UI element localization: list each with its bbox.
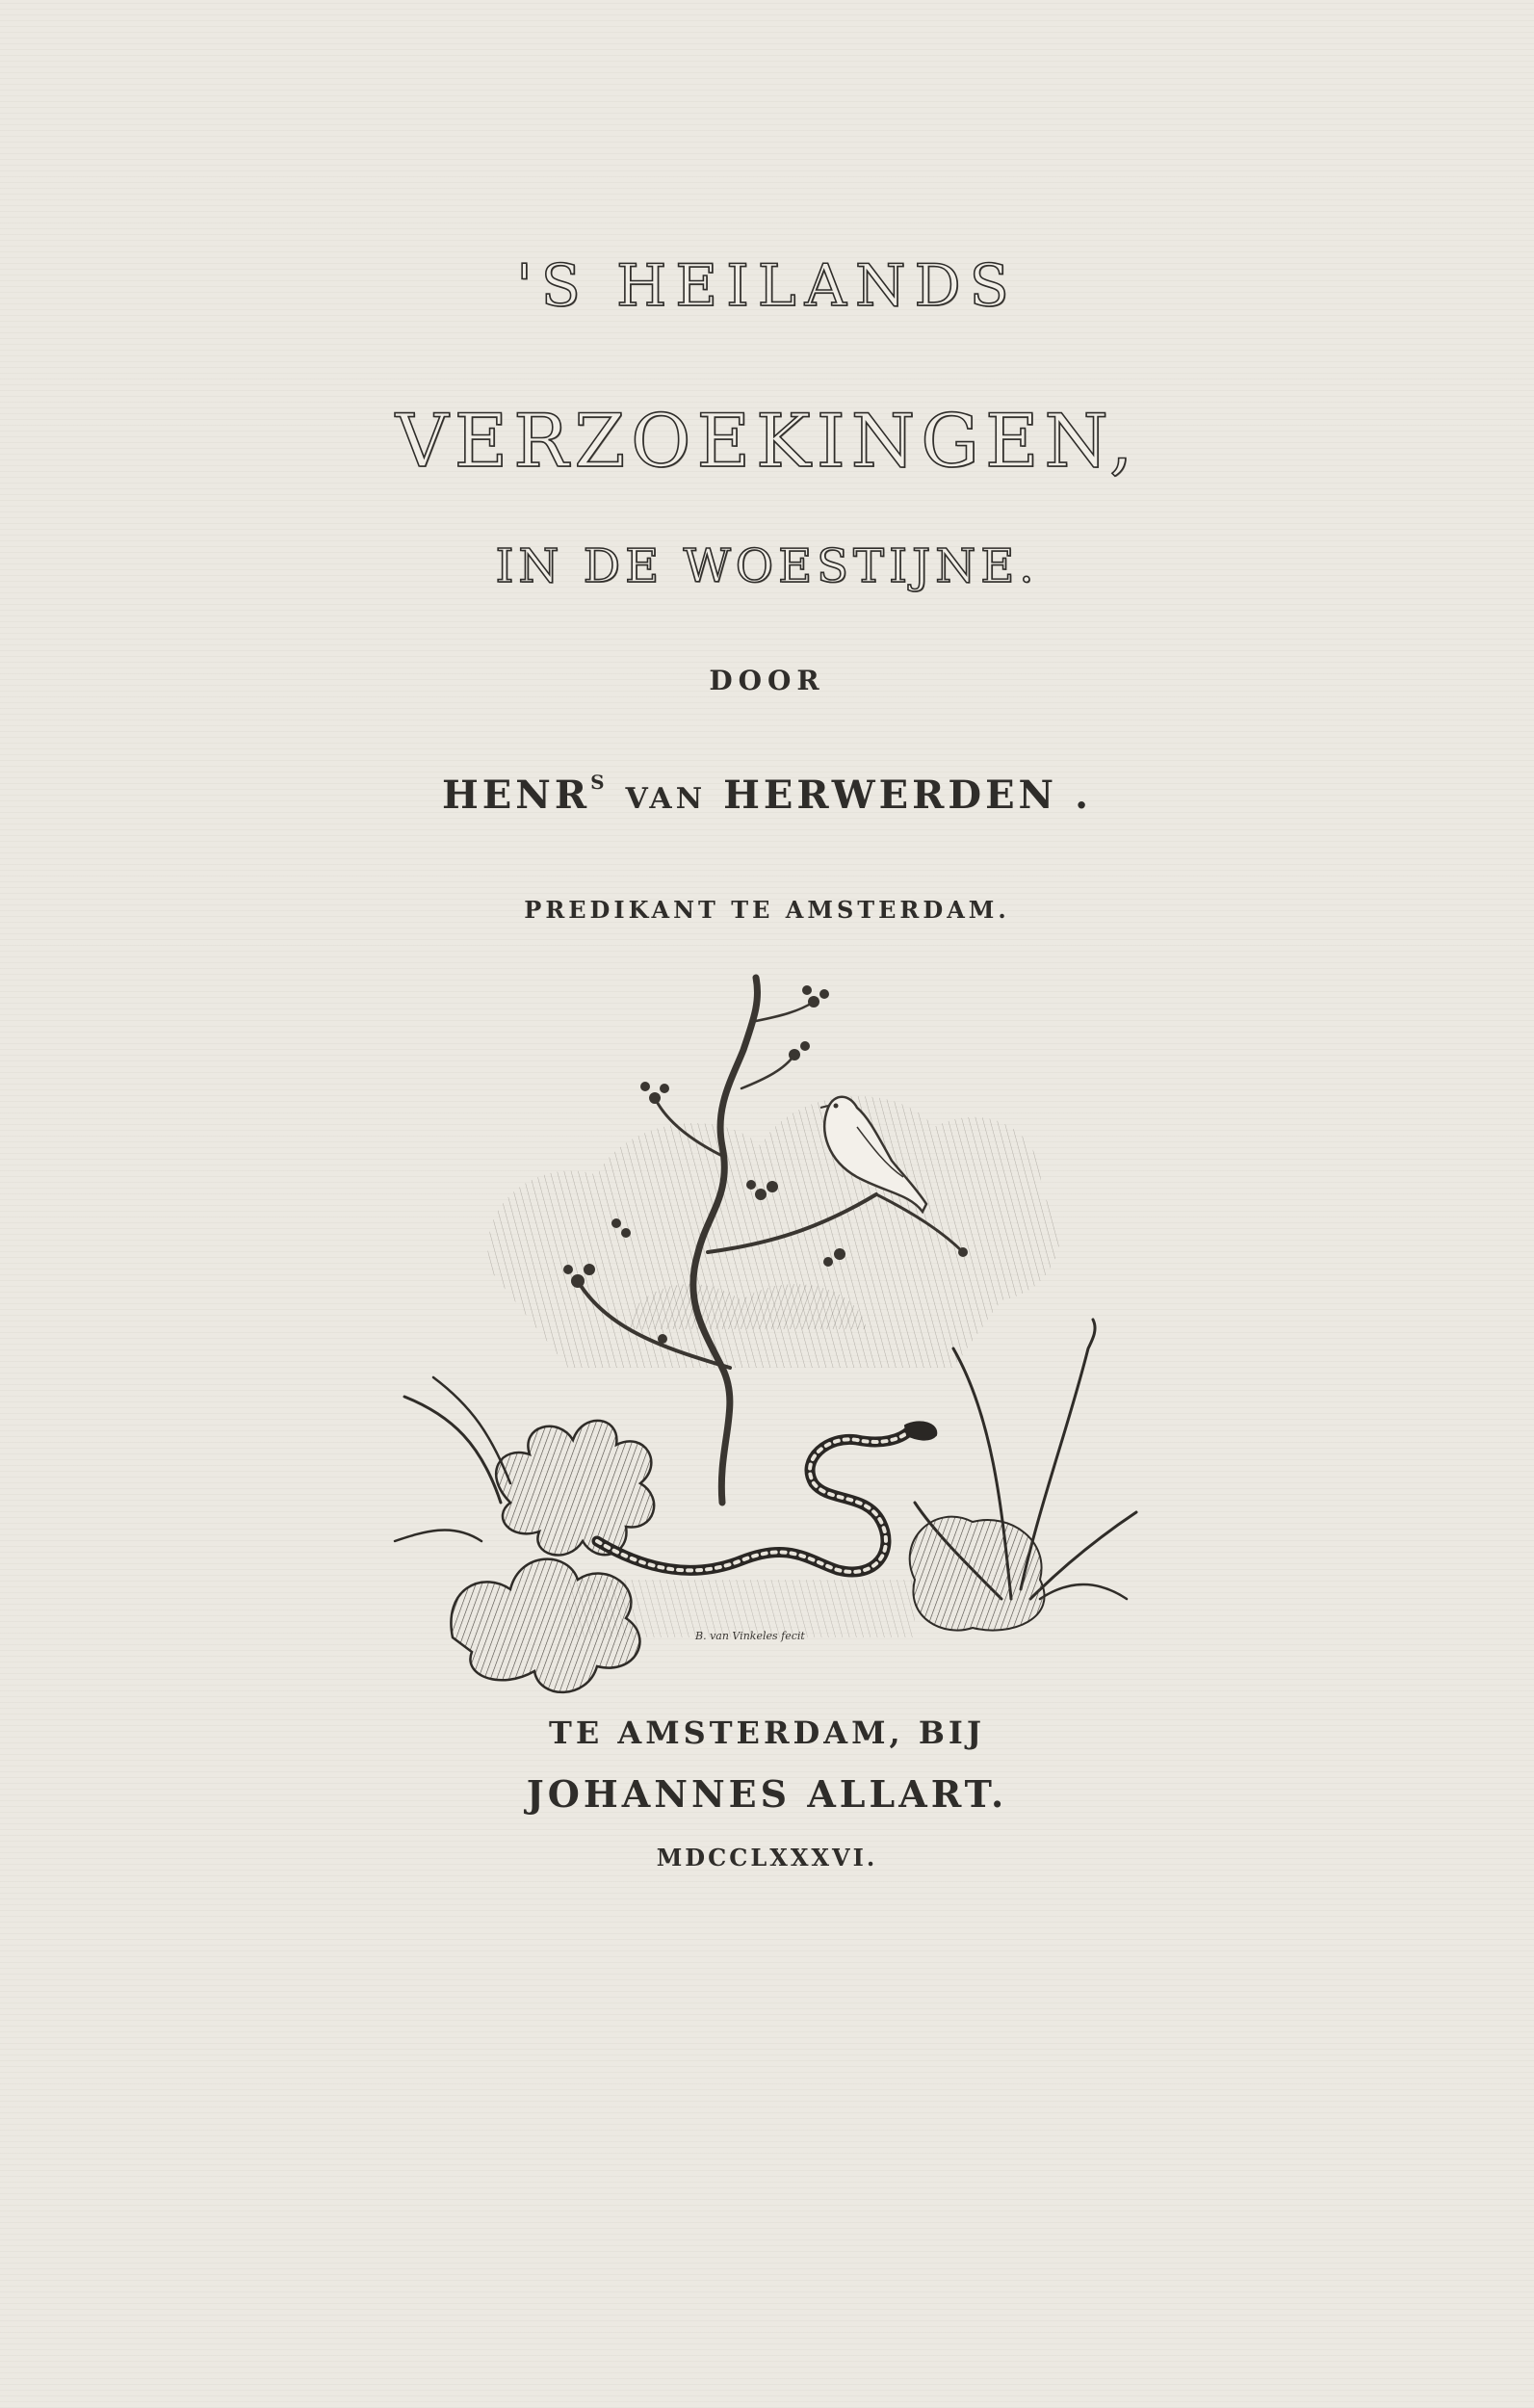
title-line-1: 'S HEILANDS	[516, 252, 1018, 320]
author-last: HERWERDEN	[723, 772, 1058, 818]
imprint-year: MDCCLXXXVI.	[656, 1844, 878, 1871]
author-role: PREDIKANT TE AMSTERDAM.	[524, 896, 1010, 924]
author-first: HENR	[442, 772, 591, 818]
author-van: VAN	[625, 782, 707, 816]
title-line-3: IN DE WOESTIJNE.	[495, 539, 1039, 593]
rock-icon	[568, 1517, 1045, 1637]
imprint-place: TE AMSTERDAM, BIJ	[549, 1714, 985, 1751]
cloud-icon	[488, 1096, 1060, 1368]
author-name	[0, 771, 1534, 818]
byline-door: DOOR	[709, 665, 825, 696]
engraver-signature: B. van Vinkeles fecit	[695, 1630, 805, 1642]
title-line-2: VERZOEKINGEN,	[395, 398, 1139, 484]
author-end: .	[1075, 772, 1092, 818]
author-sup: S	[590, 771, 609, 794]
vignette-engraving	[376, 963, 1146, 1714]
imprint-publisher: JOHANNES ALLART.	[526, 1772, 1008, 1816]
